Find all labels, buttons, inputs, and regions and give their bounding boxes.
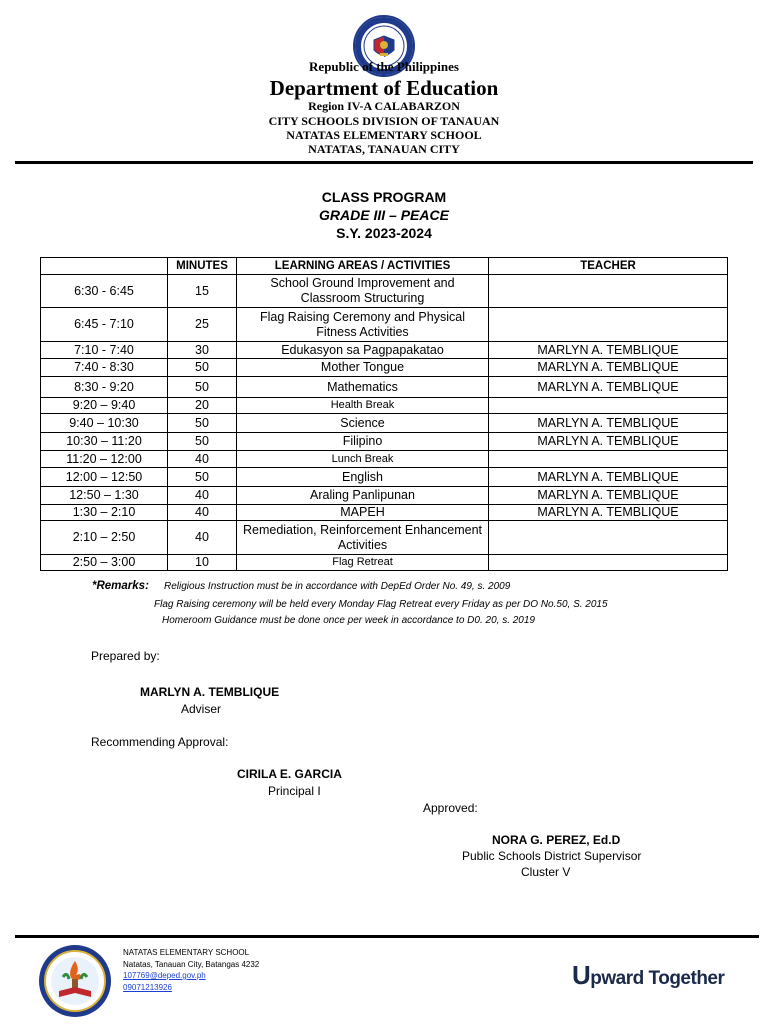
minutes-cell: 40 (168, 487, 237, 505)
header-city: NATATAS, TANAUAN CITY (308, 142, 460, 156)
minutes-cell: 30 (168, 342, 237, 359)
class-program-table (40, 257, 728, 571)
doc-title: CLASS PROGRAM (321, 189, 447, 205)
teacher-cell (489, 275, 728, 308)
col-header-activity: LEARNING AREAS / ACTIVITIES (237, 258, 489, 275)
activity-cell: Health Break (237, 398, 489, 414)
activity-cell: Remediation, Reinforcement Enhancement Activities (237, 521, 489, 555)
motto-rest: pward Together (590, 968, 725, 989)
school-logo-icon (37, 943, 113, 1019)
remarks-label: *Remarks: (92, 580, 149, 592)
activity-cell: Mother Tongue (237, 359, 489, 377)
table-row (41, 275, 728, 308)
activity-cell: Edukasyon sa Pagpapakatao (237, 342, 489, 359)
minutes-cell: 10 (168, 555, 237, 571)
minutes-cell: 40 (168, 521, 237, 555)
col-header-minutes: MINUTES (168, 258, 237, 275)
footer-address: Natatas, Tanauan City, Batangas 4232 (123, 960, 260, 969)
teacher-cell: MARLYN A. TEMBLIQUE (489, 487, 728, 505)
activity-cell: Araling Panlipunan (237, 487, 489, 505)
header-republic: Republic of the Philippines (309, 59, 459, 74)
teacher-cell: MARLYN A. TEMBLIQUE (489, 342, 728, 359)
teacher-cell (489, 521, 728, 555)
prepared-by-name: MARLYN A. TEMBLIQUE (140, 685, 280, 699)
minutes-cell: 50 (168, 468, 237, 487)
time-cell: 12:50 – 1:30 (41, 487, 168, 505)
remark-homeroom-guidance: Homeroom Guidance must be done once per week in accordance to D0. 20, s. 2019 (162, 615, 535, 626)
header-divider (15, 161, 753, 164)
teacher-cell: MARLYN A. TEMBLIQUE (489, 468, 728, 487)
table-row (41, 308, 728, 342)
minutes-cell: 50 (168, 414, 237, 433)
time-cell: 12:00 – 12:50 (41, 468, 168, 487)
teacher-cell (489, 555, 728, 571)
footer-phone-link[interactable]: 09071213926 (123, 983, 172, 992)
activity-cell: English (237, 468, 489, 487)
school-year: S.Y. 2023-2024 (336, 225, 432, 241)
time-cell: 1:30 – 2:10 (41, 505, 168, 521)
header-school: NATATAS ELEMENTARY SCHOOL (286, 128, 482, 142)
table-row (41, 451, 728, 468)
time-cell: 6:30 - 6:45 (41, 275, 168, 308)
recommending-role: Principal I (268, 784, 321, 798)
activity-cell: MAPEH (237, 505, 489, 521)
table-row (41, 377, 728, 398)
header-region: Region IV-A CALABARZON (308, 99, 460, 113)
table-row (41, 342, 728, 359)
time-cell: 10:30 – 11:20 (41, 433, 168, 451)
table-header-row (41, 258, 728, 275)
time-cell: 7:40 - 8:30 (41, 359, 168, 377)
activity-cell: School Ground Improvement and Classroom Structuring (237, 275, 489, 308)
table-row (41, 505, 728, 521)
table-row (41, 433, 728, 451)
table-row (41, 398, 728, 414)
teacher-cell: MARLYN A. TEMBLIQUE (489, 433, 728, 451)
footer-school-name: NATATAS ELEMENTARY SCHOOL (123, 948, 250, 957)
activity-cell: Lunch Break (237, 451, 489, 468)
teacher-cell (489, 308, 728, 342)
time-cell: 11:20 – 12:00 (41, 451, 168, 468)
table-row (41, 555, 728, 571)
table-row (41, 359, 728, 377)
minutes-cell: 15 (168, 275, 237, 308)
recommending-approval-label: Recommending Approval: (91, 735, 229, 749)
recommending-name: CIRILA E. GARCIA (237, 767, 342, 781)
time-cell: 7:10 - 7:40 (41, 342, 168, 359)
time-cell: 9:40 – 10:30 (41, 414, 168, 433)
minutes-cell: 50 (168, 359, 237, 377)
approved-role: Public Schools District Supervisor (462, 849, 642, 863)
time-cell: 9:20 – 9:40 (41, 398, 168, 414)
table-row (41, 487, 728, 505)
header-department: Department of Education (269, 76, 499, 100)
activity-cell: Mathematics (237, 377, 489, 398)
motto-initial: U (572, 960, 591, 990)
prepared-by-role: Adviser (181, 702, 222, 716)
minutes-cell: 40 (168, 505, 237, 521)
table-row (41, 414, 728, 433)
teacher-cell (489, 398, 728, 414)
teacher-cell: MARLYN A. TEMBLIQUE (489, 377, 728, 398)
col-header-time (41, 258, 168, 275)
time-cell: 2:10 – 2:50 (41, 521, 168, 555)
footer-divider (15, 935, 759, 938)
prepared-by-label: Prepared by: (91, 649, 160, 663)
upward-together-logo (572, 960, 724, 991)
grade-section: GRADE III – PEACE (319, 207, 449, 223)
teacher-cell: MARLYN A. TEMBLIQUE (489, 359, 728, 377)
approved-label: Approved: (423, 801, 478, 815)
table-row (41, 521, 728, 555)
footer-email-link[interactable]: 107769@deped.gov.ph (123, 971, 206, 980)
activity-cell: Flag Raising Ceremony and Physical Fitness Activities (237, 308, 489, 342)
teacher-cell: MARLYN A. TEMBLIQUE (489, 414, 728, 433)
teacher-cell (489, 451, 728, 468)
time-cell: 8:30 - 9:20 (41, 377, 168, 398)
header-division: CITY SCHOOLS DIVISION OF TANAUAN (268, 114, 500, 128)
minutes-cell: 40 (168, 451, 237, 468)
remark-religious-instruction: Religious Instruction must be in accordance with DepEd Order No. 49, s. 2009 (164, 581, 511, 592)
minutes-cell: 25 (168, 308, 237, 342)
table-row (41, 468, 728, 487)
approved-name: NORA G. PEREZ, Ed.D (492, 833, 621, 847)
time-cell: 6:45 - 7:10 (41, 308, 168, 342)
teacher-cell: MARLYN A. TEMBLIQUE (489, 505, 728, 521)
approved-cluster: Cluster V (521, 865, 571, 879)
minutes-cell: 50 (168, 377, 237, 398)
col-header-teacher: TEACHER (489, 258, 728, 275)
minutes-cell: 50 (168, 433, 237, 451)
minutes-cell: 20 (168, 398, 237, 414)
activity-cell: Flag Retreat (237, 555, 489, 571)
activity-cell: Filipino (237, 433, 489, 451)
remark-flag-ceremony: Flag Raising ceremony will be held every Monday Flag Retreat every Friday as per DO No.50, S. 2015 (154, 599, 608, 610)
time-cell: 2:50 – 3:00 (41, 555, 168, 571)
activity-cell: Science (237, 414, 489, 433)
